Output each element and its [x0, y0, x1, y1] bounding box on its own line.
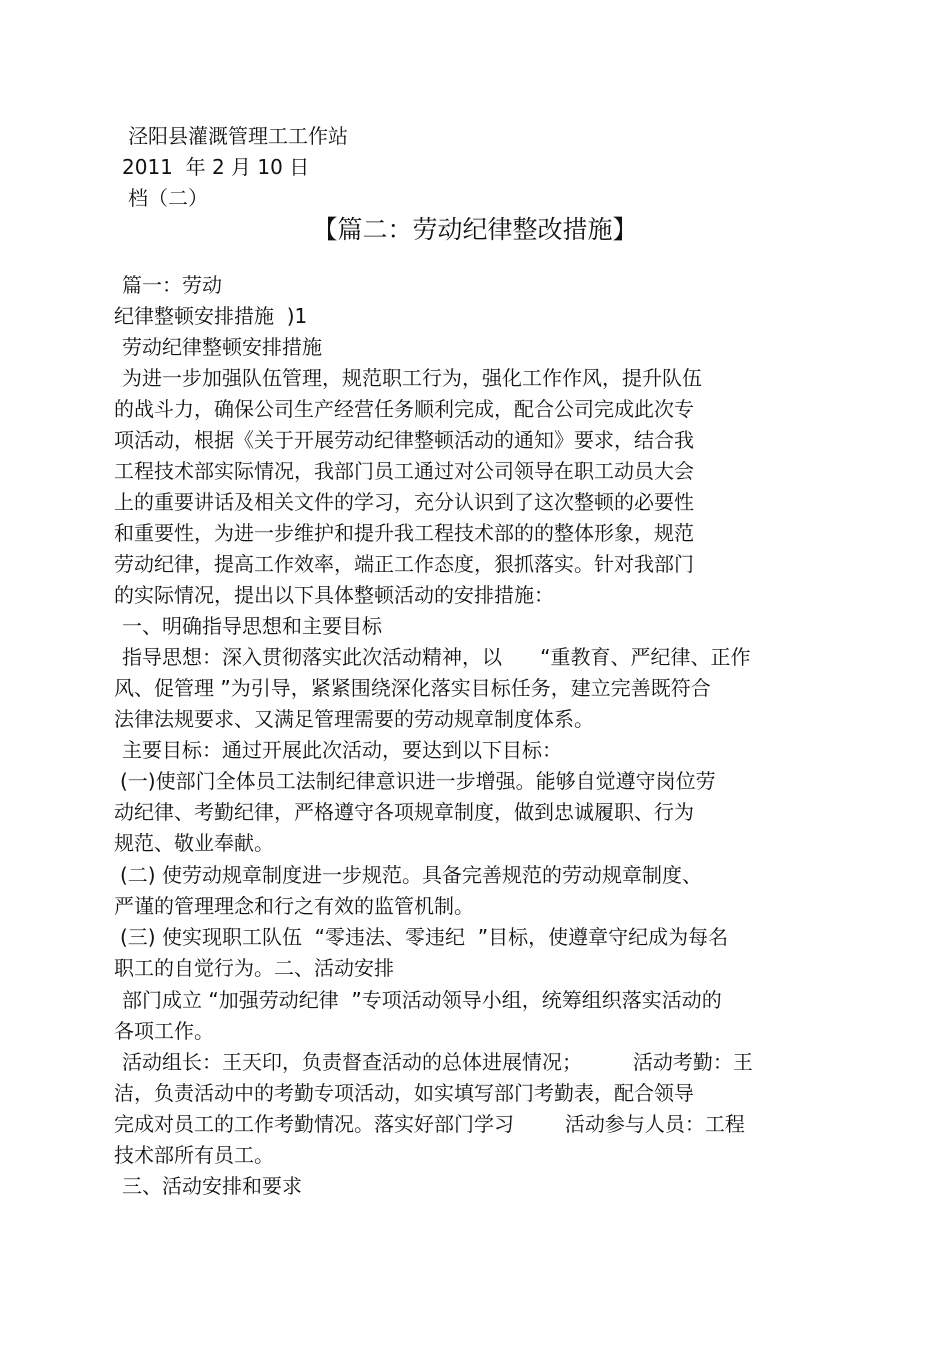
body-line: 指导思想：深入贯彻落实此次活动精神，以 “重教育、严纪律、正作 — [122, 645, 751, 669]
body-line: 风、促管理 ”为引导，紧紧围绕深化落实目标任务，建立完善既符合 — [114, 676, 711, 700]
section-title: 【篇二：劳动纪律整改措施】 — [312, 215, 638, 244]
body-line: 活动组长：王天印，负责督查活动的总体进展情况； 活动考勤：王 — [122, 1050, 753, 1074]
body-line: 严谨的管理理念和行之有效的监管机制。 — [114, 894, 474, 918]
body-line: 一、明确指导思想和主要目标 — [122, 614, 382, 638]
body-line: 各项工作。 — [114, 1019, 214, 1043]
body-line: 规范、敬业奉献。 — [114, 831, 274, 855]
body-line: 为进一步加强队伍管理，规范职工行为，强化工作作风，提升队伍 — [122, 366, 702, 390]
body-line: 和重要性，为进一步维护和提升我工程技术部的的整体形象，规范 — [114, 521, 694, 545]
body-line: 篇一：劳动 — [122, 273, 222, 297]
body-line: (三) 使实现职工队伍 “零违法、零违纪 ”目标，使遵章守纪成为每名 — [120, 925, 729, 949]
body-line: 职工的自觉行为。二、活动安排 — [114, 956, 394, 980]
org-name: 泾阳县灌溉管理工工作站 — [128, 124, 348, 148]
body-line: 部门成立 “加强劳动纪律 ”专项活动领导小组，统筹组织落实活动的 — [122, 988, 722, 1012]
body-line: 动纪律、考勤纪律，严格遵守各项规章制度，做到忠诚履职、行为 — [114, 800, 694, 824]
body-line: 洁，负责活动中的考勤专项活动，如实填写部门考勤表，配合领导 — [114, 1081, 694, 1105]
body-line: 完成对员工的工作考勤情况。落实好部门学习 活动参与人员：工程 — [114, 1112, 745, 1136]
body-line: 劳动纪律整顿安排措施 — [122, 335, 322, 359]
body-line: 主要目标：通过开展此次活动，要达到以下目标： — [122, 738, 562, 762]
body-line: 上的重要讲话及相关文件的学习，充分认识到了这次整顿的必要性 — [114, 490, 694, 514]
document-date: 2011 年 2 月 10 日 — [122, 155, 310, 179]
body-line: 劳动纪律，提高工作效率，端正工作态度，狠抓落实。针对我部门 — [114, 552, 694, 576]
body-line: (一)使部门全体员工法制纪律意识进一步增强。能够自觉遵守岗位劳 — [120, 769, 716, 793]
body-line: 项活动，根据《关于开展劳动纪律整顿活动的通知》要求，结合我 — [114, 428, 694, 452]
body-line: 工程技术部实际情况，我部门员工通过对公司领导在职工动员大会 — [114, 459, 694, 483]
body-line: 的实际情况，提出以下具体整顿活动的安排措施： — [114, 583, 554, 607]
body-line: 三、活动安排和要求 — [122, 1174, 302, 1198]
body-line: 纪律整顿安排措施 )1 — [114, 304, 308, 328]
body-line: 的战斗力，确保公司生产经营任务顺利完成，配合公司完成此次专 — [114, 397, 694, 421]
body-line: 技术部所有员工。 — [114, 1143, 274, 1167]
body-line: (二) 使劳动规章制度进一步规范。具备完善规范的劳动规章制度、 — [120, 863, 702, 887]
body-line: 法律法规要求、又满足管理需要的劳动规章制度体系。 — [114, 707, 594, 731]
document-part: 档（二） — [128, 186, 208, 210]
